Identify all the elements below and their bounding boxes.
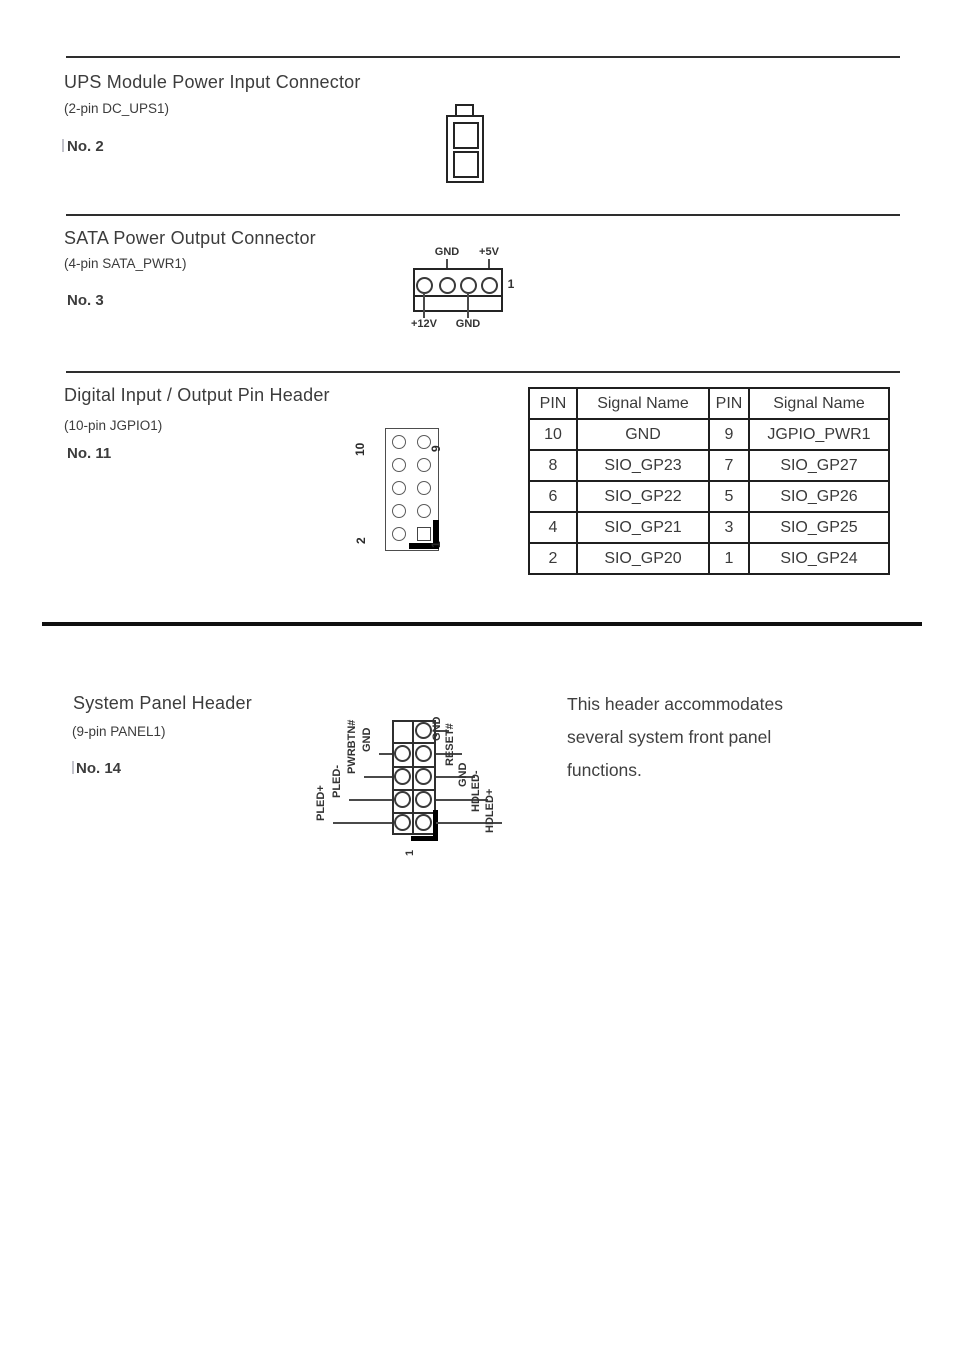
section-description xyxy=(567,688,783,787)
signal-cell: SIO_GP20 xyxy=(577,543,709,574)
pin-circle xyxy=(416,277,433,294)
pin-square xyxy=(453,122,479,149)
pin-circle xyxy=(417,481,431,495)
pin1-label: 1 xyxy=(507,277,515,291)
section-divider xyxy=(66,214,900,216)
caret-artifact xyxy=(62,139,64,152)
connector-id: (2-pin DC_UPS1) xyxy=(64,101,170,116)
pin-cell: 1 xyxy=(709,543,749,574)
signal-cell: SIO_GP22 xyxy=(577,481,709,512)
pin-circle xyxy=(394,791,411,808)
connector-id: (9-pin PANEL1) xyxy=(72,724,166,739)
pin-cell: 5 xyxy=(709,481,749,512)
signal-cell: SIO_GP26 xyxy=(749,481,889,512)
pin-circle xyxy=(481,277,498,294)
pin-circle xyxy=(415,722,432,739)
signal-cell: SIO_GP27 xyxy=(749,450,889,481)
grid-line xyxy=(412,720,414,835)
pin-circle xyxy=(415,791,432,808)
section-title: Digital Input / Output Pin Header xyxy=(64,385,330,405)
leader-line xyxy=(333,822,392,824)
description-line: functions. xyxy=(567,760,642,780)
col-header: Signal Name xyxy=(577,388,709,419)
pin-circle xyxy=(392,458,406,472)
leader-line xyxy=(364,776,392,778)
pin-square xyxy=(453,151,479,178)
pin-circle xyxy=(394,745,411,762)
signal-label: +5V xyxy=(479,246,499,258)
section-divider xyxy=(66,56,900,58)
pin-number-label: 10 xyxy=(353,442,367,456)
section-divider xyxy=(66,371,900,373)
pin-circle xyxy=(417,458,431,472)
signal-cell: GND xyxy=(577,419,709,450)
pin-circle xyxy=(415,814,432,831)
col-header: PIN xyxy=(529,388,577,419)
pin-cell: 4 xyxy=(529,512,577,543)
table-row xyxy=(529,543,889,574)
caret-artifact xyxy=(72,761,74,774)
description-line: This header accommodates xyxy=(567,694,783,714)
pin-circle xyxy=(439,277,456,294)
pin-circle xyxy=(392,527,406,541)
table-row xyxy=(529,512,889,543)
pin-signal-table xyxy=(528,387,890,575)
col-header: Signal Name xyxy=(749,388,889,419)
signal-cell: JGPIO_PWR1 xyxy=(749,419,889,450)
leader-line xyxy=(379,753,392,755)
signal-label: HDLED+ xyxy=(484,788,496,833)
pin-number-label: 9 xyxy=(429,445,443,452)
pin-number-label: 1 xyxy=(429,541,443,548)
item-number: No. 14 xyxy=(76,760,122,777)
pin-cell: 6 xyxy=(529,481,577,512)
signal-label: GND xyxy=(431,716,443,741)
page-divider xyxy=(42,622,922,626)
signal-label: GND xyxy=(455,318,481,330)
signal-label: RESET# xyxy=(444,723,456,766)
pin-circle xyxy=(392,435,406,449)
signal-label: PWRBTN# xyxy=(346,719,358,774)
pin1-marker xyxy=(411,836,438,841)
connector-lip-line xyxy=(413,295,503,297)
signal-cell: SIO_GP23 xyxy=(577,450,709,481)
pin-cell: 10 xyxy=(529,419,577,450)
pin-cell: 9 xyxy=(709,419,749,450)
table-row xyxy=(529,481,889,512)
section-title: System Panel Header xyxy=(73,693,252,713)
signal-cell: SIO_GP21 xyxy=(577,512,709,543)
item-number: No. 3 xyxy=(67,292,104,309)
grid-line xyxy=(392,742,436,744)
pin-cell: 8 xyxy=(529,450,577,481)
section-title: UPS Module Power Input Connector xyxy=(64,72,361,92)
pin-circle xyxy=(415,745,432,762)
leader-line xyxy=(467,293,469,318)
pin-circle xyxy=(394,814,411,831)
pin-cell: 2 xyxy=(529,543,577,574)
pin-cell: 7 xyxy=(709,450,749,481)
signal-label: GND xyxy=(361,727,373,752)
pin-circle xyxy=(392,504,406,518)
pin1-square xyxy=(417,527,431,541)
pin-circle xyxy=(460,277,477,294)
pin-cell: 3 xyxy=(709,512,749,543)
signal-label: HDLED- xyxy=(470,770,482,812)
table-row xyxy=(529,419,889,450)
pin-circle xyxy=(417,504,431,518)
leader-line xyxy=(423,293,425,318)
connector-id: (4-pin SATA_PWR1) xyxy=(64,256,187,271)
description-line: several system front panel xyxy=(567,727,772,747)
signal-label: +12V xyxy=(411,318,437,330)
table-row xyxy=(529,450,889,481)
pin-circle xyxy=(415,768,432,785)
item-number: No. 2 xyxy=(67,138,104,155)
pin-circle xyxy=(392,481,406,495)
item-number: No. 11 xyxy=(67,445,112,462)
signal-label: PLED+ xyxy=(315,785,327,821)
pin-circle xyxy=(394,768,411,785)
signal-label: GND xyxy=(434,246,460,258)
signal-cell: SIO_GP25 xyxy=(749,512,889,543)
signal-label: PLED- xyxy=(331,765,343,798)
leader-line xyxy=(349,799,392,801)
pin-number-label: 1 xyxy=(404,849,416,856)
connector-id: (10-pin JGPIO1) xyxy=(64,418,163,433)
table-header-row xyxy=(529,388,889,419)
signal-label: GND xyxy=(457,762,469,787)
pin-number-label: 2 xyxy=(354,537,368,544)
section-title: SATA Power Output Connector xyxy=(64,228,316,248)
signal-cell: SIO_GP24 xyxy=(749,543,889,574)
col-header: PIN xyxy=(709,388,749,419)
